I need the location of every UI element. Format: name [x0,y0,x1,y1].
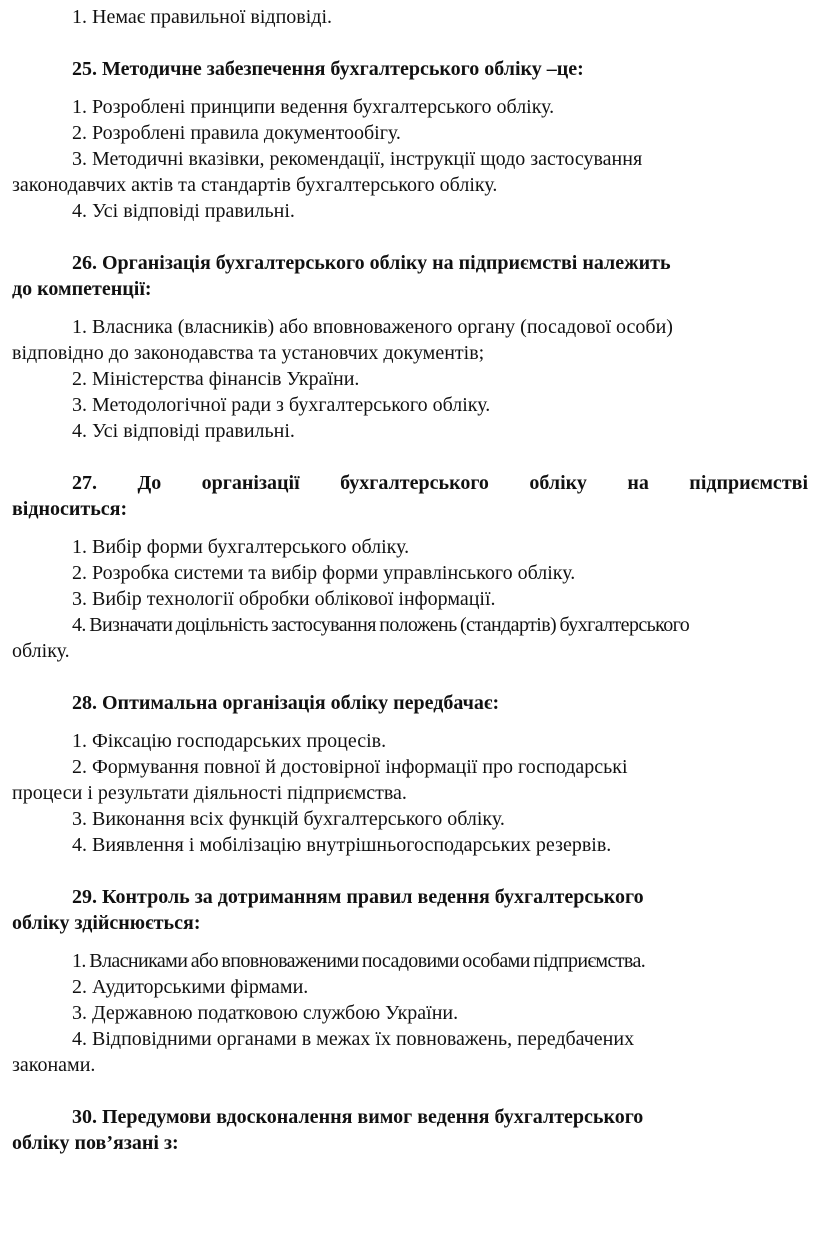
question-27-answer-4: 4. Визначати доцільність застосування положень (стандартів) бухгалтерського [72,614,690,636]
question-26-title: 26. Організація бухгалтерського обліку на підприємстві належить [72,252,671,274]
question-27 [12,470,808,664]
question-28-answer-1: 1. Фіксацію господарських процесів. [72,730,387,752]
question-26-answer-3: 3. Методологічної ради з бухгалтерського обліку. [72,394,491,416]
question-29-answer-4: 4. Відповідними органами в межах їх повноважень, передбачених [72,1028,635,1050]
question-27-answer-4-cont: обліку. [12,640,70,662]
question-30 [12,1104,808,1156]
question-25-answer-1: 1. Розроблені принципи ведення бухгалтерського обліку. [72,96,555,118]
question-26 [12,250,808,444]
question-27-answer-2: 2. Розробка системи та вибір форми управлінського обліку. [72,562,576,584]
question-29-answer-4-cont: законами. [12,1054,96,1076]
question-27-title-cont: відноситься: [12,498,128,520]
question-28-title: 28. Оптимальна організація обліку передбачає: [72,692,500,714]
question-29-title-cont: обліку здійснюється: [12,912,201,934]
question-30-title: 30. Передумови вдосконалення вимог ведення бухгалтерського [72,1106,644,1128]
question-26-answer-1-cont: відповідно до законодавства та установчих документів; [12,342,485,364]
question-28-answer-4: 4. Виявлення і мобілізацію внутрішньогосподарських резервів. [72,834,612,856]
question-28 [12,690,808,858]
question-26-answer-1: 1. Власника (власників) або вповноваженого органу (посадової особи) [72,316,673,338]
question-26-answer-2: 2. Міністерства фінансів України. [72,368,360,390]
question-25-answer-4: 4. Усі відповіді правильні. [72,200,295,222]
question-25-title: 25. Методичне забезпечення бухгалтерського обліку –це: [72,58,584,80]
intro-answer: 1. Немає правильної відповіді. [72,6,332,28]
question-29-title: 29. Контроль за дотриманням правил ведення бухгалтерського [72,886,644,908]
question-25-answer-3: 3. Методичні вказівки, рекомендації, інструкції щодо застосування [72,148,643,170]
question-29-answer-2: 2. Аудиторськими фірмами. [72,976,309,998]
question-25-answer-3-cont: законодавчих актів та стандартів бухгалтерського обліку. [12,174,498,196]
question-28-answer-2: 2. Формування повної й достовірної інформації про господарські [72,756,628,778]
question-27-answer-3: 3. Вибір технології обробки облікової інформації. [72,588,496,610]
question-29-answer-3: 3. Державною податковою службою України. [72,1002,459,1024]
question-29-answer-1: 1. Власниками або вповноваженими посадовими особами підприємства. [72,950,646,972]
question-26-title-cont: до компетенції: [12,278,152,300]
question-25-answer-2: 2. Розроблені правила документообігу. [72,122,401,144]
question-27-title: 27. До організації бухгалтерського обліку на підприємстві [72,472,808,494]
question-27-answer-1: 1. Вибір форми бухгалтерського обліку. [72,536,410,558]
question-28-answer-2-cont: процеси і результати діяльності підприємства. [12,782,407,804]
question-30-title-cont: обліку пов’язані з: [12,1132,179,1154]
question-29 [12,884,808,1078]
question-25 [12,56,808,224]
question-26-answer-4: 4. Усі відповіді правильні. [72,420,295,442]
question-28-answer-3: 3. Виконання всіх функцій бухгалтерського обліку. [72,808,505,830]
